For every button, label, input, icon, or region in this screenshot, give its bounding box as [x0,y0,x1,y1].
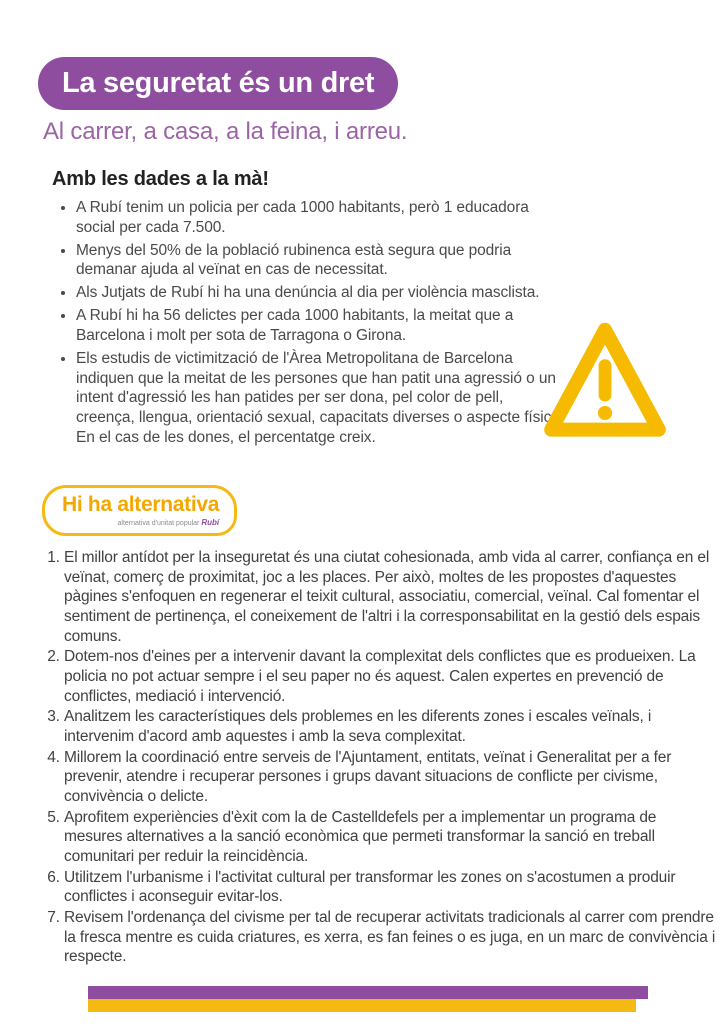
proposal-item: 4. Millorem la coordinació entre serveis de l'Ajuntament, entitats, veïnat i Generalitat per a fer prevenir, atendre i recuperar persones i grups davant situacions de conflicte per civisme, convivència o delicte. [64,748,716,807]
fact-item: • A Rubí tenim un policia per cada 1000 habitants, però 1 educadora social per cada 7.500. [76,198,558,238]
footer-yellow-bar [88,999,636,1012]
subtitle: Al carrer, a casa, a la feina, i arreu. [43,118,408,145]
proposal-item: 1. El millor antídot per la inseguretat és una ciutat cohesionada, amb vida al carrer, confiança en el veïnat, comerç de proximitat, joc a les places. Per això, moltes de les propostes d'aquestes pàgines s'enfoquen en regenerar el teixit cultural, associatiu, comercial, veïnal. Cal fomentar el sentiment de pertinença, el coneixement de l'altri i la corresponsabilitat en la gestió dels espais comuns. [64,548,716,646]
fact-item: • Els estudis de victimització de l'Àrea Metropolitana de Barcelona indiquen que la meitat de les persones que han patit una agressió o un intent d'agressió les han patides per ser dona, pel color de pell, creença, llengua, orientació sexual, capacitats diverses o aspecte físic. En el cas de les dones, el percentatge creix. [76,349,558,448]
proposal-item: 7. Revisem l'ordenança del civisme per tal de recuperar activitats tradicionals al carrer com prendre la fresca mentre es cuida criatures, es xerra, es fan feines o es juga, en un marc de convivència i respecte. [64,908,716,967]
fact-item: • A Rubí hi ha 56 delictes per cada 1000 habitants, la meitat que a Barcelona i molt per sota de Tarragona o Girona. [76,306,558,346]
proposal-item: 3. Analitzem les característiques dels problemes en les diferents zones i escales veïnals, i intervenim d'acord amb aquestes i amb la seva complexitat. [64,707,716,746]
footer-purple-bar [88,986,648,999]
proposal-item: 6. Utilitzem l'urbanisme i l'activitat cultural per transformar les zones on s'acostumen a produir conflictes i aconseguir evitar-los. [64,868,716,907]
fact-item: • Als Jutjats de Rubí hi ha una denúncia al dia per violència masclista. [76,283,558,303]
logo-tagline-text: alternativa d'unitat popular [117,520,200,527]
section-heading: Amb les dades a la mà! [52,168,269,190]
logo-tagline [62,518,219,527]
logo-brand: Rubí [201,518,220,527]
warning-triangle-icon [541,306,669,456]
aup-logo-badge [42,485,237,536]
logo-title: Hi ha alternativa [62,493,220,516]
facts-list [56,198,558,451]
proposals-list [42,548,716,968]
page-title: La seguretat és un dret [62,67,375,99]
title-badge [38,57,398,110]
proposal-item: 5. Aprofitem experiències d'èxit com la de Castelldefels per a implementar un programa de mesures alternatives a la sanció econòmica que permeti transformar la sanció en treball comunitari per reduir la reincidència. [64,808,716,867]
fact-item: • Menys del 50% de la població rubinenca està segura que podria demanar ajuda al veïnat en cas de necessitat. [76,241,558,281]
proposal-item: 2. Dotem-nos d'eines per a intervenir davant la complexitat dels conflictes que es produeixen. La policia no pot actuar sempre i el seu paper no és aquest. Calen expertes en prevenció de conflictes, mediació i intervenció. [64,647,716,706]
